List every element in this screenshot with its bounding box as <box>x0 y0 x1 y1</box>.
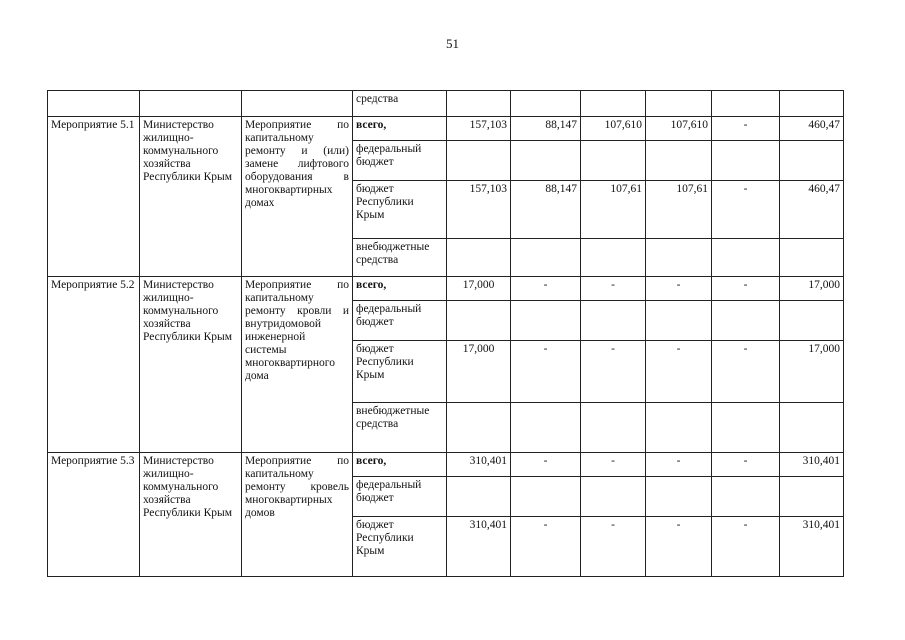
value-cell: - <box>581 277 646 301</box>
total-cell: 310,401 <box>780 453 844 477</box>
funding-source-cell: средства <box>353 91 447 117</box>
measure-cell: Мероприятие 5.3 <box>48 453 140 577</box>
table-cell <box>581 91 646 117</box>
total-cell: 460,47 <box>780 181 844 239</box>
value-cell: - <box>646 341 712 403</box>
executor-cell: Министерство жилищно-коммунального хозяйства Республики Крым <box>140 117 242 277</box>
value-cell <box>511 239 581 277</box>
total-cell <box>780 403 844 453</box>
value-cell <box>712 239 780 277</box>
value-cell <box>712 141 780 181</box>
measure-cell: Мероприятие 5.1 <box>48 117 140 277</box>
value-cell <box>511 477 581 517</box>
executor-cell: Министерство жилищно-коммунального хозяйства Республики Крым <box>140 453 242 577</box>
value-cell: 107,61 <box>646 181 712 239</box>
funding-source-cell: федеральный бюджет <box>353 141 447 181</box>
funding-source-cell: федеральный бюджет <box>353 301 447 341</box>
budget-table <box>47 90 844 577</box>
total-cell: 460,47 <box>780 117 844 141</box>
value-cell: 157,103 <box>447 181 511 239</box>
table-row <box>48 277 844 301</box>
funding-source-cell: всего, <box>353 277 447 301</box>
executor-cell: Министерство жилищно-коммунального хозяйства Республики Крым <box>140 277 242 453</box>
value-cell <box>712 301 780 341</box>
value-cell: - <box>581 341 646 403</box>
total-cell <box>780 301 844 341</box>
description-cell: Мероприятие по капитальному ремонту кровель многоквартирных домов <box>242 453 353 577</box>
table-row <box>48 453 844 477</box>
value-cell <box>447 477 511 517</box>
value-cell: 88,147 <box>511 117 581 141</box>
value-cell: 157,103 <box>447 117 511 141</box>
total-cell <box>780 239 844 277</box>
funding-source-cell: внебюджетные средства <box>353 239 447 277</box>
value-cell: - <box>646 517 712 577</box>
table-cell <box>242 91 353 117</box>
table-cell <box>447 91 511 117</box>
description-cell: Мероприятие по капитальному ремонту и (или) замене лифтового оборудования в многоквартирных домах <box>242 117 353 277</box>
page-number: 51 <box>446 36 459 51</box>
table-row <box>48 117 844 141</box>
table-cell <box>140 91 242 117</box>
total-cell: 17,000 <box>780 341 844 403</box>
value-cell: - <box>712 453 780 477</box>
value-cell: - <box>712 341 780 403</box>
funding-source-cell: бюджет Республики Крым <box>353 517 447 577</box>
table-cell <box>48 91 140 117</box>
funding-source-cell: внебюджетные средства <box>353 403 447 453</box>
value-cell: - <box>646 453 712 477</box>
value-cell <box>646 301 712 341</box>
table-cell <box>511 91 581 117</box>
table-cell <box>646 91 712 117</box>
value-cell: - <box>511 277 581 301</box>
value-cell <box>447 403 511 453</box>
table-row <box>48 91 844 117</box>
value-cell: - <box>712 517 780 577</box>
total-cell: 310,401 <box>780 517 844 577</box>
value-cell: 17,000 <box>447 341 511 403</box>
value-cell <box>646 239 712 277</box>
value-cell: - <box>712 277 780 301</box>
description-cell: Мероприятие по капитальному ремонту кровли и внутридомовой инженерной системы многоквартирного дома <box>242 277 353 453</box>
value-cell: 107,61 <box>581 181 646 239</box>
funding-source-cell: всего, <box>353 453 447 477</box>
total-cell <box>780 477 844 517</box>
funding-source-cell: бюджет Республики Крым <box>353 181 447 239</box>
value-cell <box>581 141 646 181</box>
value-cell: - <box>511 453 581 477</box>
value-cell: 17,000 <box>447 277 511 301</box>
value-cell: 107,610 <box>581 117 646 141</box>
value-cell <box>581 477 646 517</box>
value-cell <box>646 477 712 517</box>
value-cell: 88,147 <box>511 181 581 239</box>
value-cell <box>511 301 581 341</box>
total-cell: 17,000 <box>780 277 844 301</box>
value-cell: - <box>581 453 646 477</box>
value-cell <box>581 239 646 277</box>
value-cell: - <box>511 517 581 577</box>
value-cell <box>447 141 511 181</box>
value-cell: - <box>646 277 712 301</box>
value-cell <box>511 403 581 453</box>
value-cell <box>447 239 511 277</box>
value-cell: - <box>511 341 581 403</box>
value-cell: - <box>712 181 780 239</box>
value-cell <box>581 403 646 453</box>
total-cell <box>780 141 844 181</box>
table-cell <box>712 91 780 117</box>
value-cell: - <box>712 117 780 141</box>
value-cell: - <box>581 517 646 577</box>
funding-source-cell: федеральный бюджет <box>353 477 447 517</box>
value-cell <box>712 403 780 453</box>
value-cell <box>712 477 780 517</box>
value-cell <box>447 301 511 341</box>
funding-source-cell: бюджет Республики Крым <box>353 341 447 403</box>
table-cell <box>780 91 844 117</box>
funding-source-cell: всего, <box>353 117 447 141</box>
value-cell <box>646 403 712 453</box>
measure-cell: Мероприятие 5.2 <box>48 277 140 453</box>
value-cell <box>581 301 646 341</box>
value-cell <box>646 141 712 181</box>
value-cell: 107,610 <box>646 117 712 141</box>
value-cell: 310,401 <box>447 517 511 577</box>
value-cell <box>511 141 581 181</box>
value-cell: 310,401 <box>447 453 511 477</box>
